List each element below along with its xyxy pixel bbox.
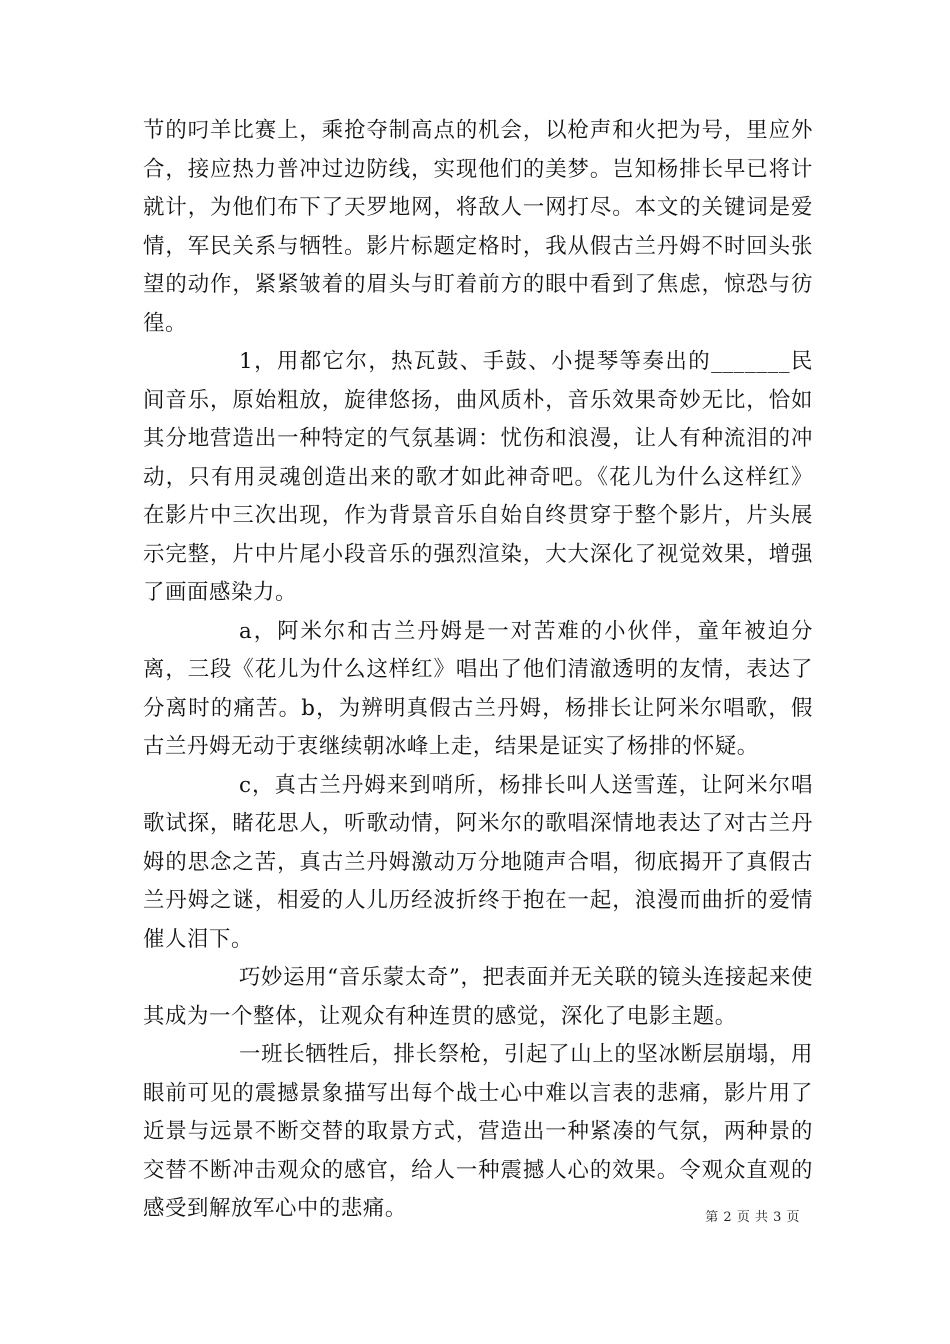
paragraph-music-c: c，真古兰丹姆来到哨所，杨排长叫人送雪莲，让阿米尔唱歌试探，睹花思人，听歌动情，阿米尔的歌唱深情地表达了对古兰丹姆的思念之苦，真古兰丹姆激动万分地随声合唱，彻底揭开了真假古兰丹姆之谜，相爱的人儿历经波折终于抱在一起，浪漫而曲折的爱情催人泪下。 [143,772,813,952]
page-number-footer: 第 2 页 共 3 页 [705,1210,800,1225]
paragraph-continuation: 节的叼羊比赛上，乘抢夺制高点的机会，以枪声和火把为号，里应外合，接应热力普冲过边防线，实现他们的美梦。岂知杨排长早已将计就计，为他们布下了天罗地网，将敌人一网打尽。本文的关键词是爱情，军民关系与牺牲。影片标题定格时，我从假古兰丹姆不时回头张望的动作，紧紧皱着的眉头与盯着前方的眼中看到了焦虑，惊恐与彷徨。 [143,118,813,336]
document-body [143,112,813,1229]
paragraph-music-1: 1，用都它尔，热瓦鼓、手鼓、小提琴等奏出的_______民间音乐，原始粗放，旋律悠扬，曲风质朴，音乐效果奇妙无比，恰如其分地营造出一种特定的气氛基调：忧伤和浪漫，让人有种流泪的冲动，只有用灵魂创造出来的歌才如此神奇吧。《花儿为什么这样红》在影片中三次出现，作为背景音乐自始自终贯穿于整个影片，片头展示完整，片中片尾小段音乐的强烈渲染，大大深化了视觉效果，增强了画面感染力。 [143,349,813,605]
paragraph-montage: 巧妙运用“音乐蒙太奇”，把表面并无关联的镜头连接起来使其成为一个整体，让观众有种连贯的感觉，深化了电影主题。 [143,965,813,1029]
paragraph-music-a-b: a，阿米尔和古兰丹姆是一对苦难的小伙伴，童年被迫分离，三段《花儿为什么这样红》唱出了他们清澈透明的友情，表达了分离时的痛苦。b，为辨明真假古兰丹姆，杨排长让阿米尔唱歌，假古兰丹姆无动于衷继续朝冰峰上走，结果是证实了杨排的怀疑。 [143,618,813,759]
paragraph-sacrifice: 一班长牺牲后，排长祭枪，引起了山上的坚冰断层崩塌，用眼前可见的震撼景象描写出每个战士心中难以言表的悲痛，影片用了近景与远景不断交替的取景方式，营造出一种紧凑的气氛，两种景的交替不断冲击观众的感官，给人一种震撼人心的效果。令观众直观的感受到解放军心中的悲痛。 [143,1042,813,1221]
